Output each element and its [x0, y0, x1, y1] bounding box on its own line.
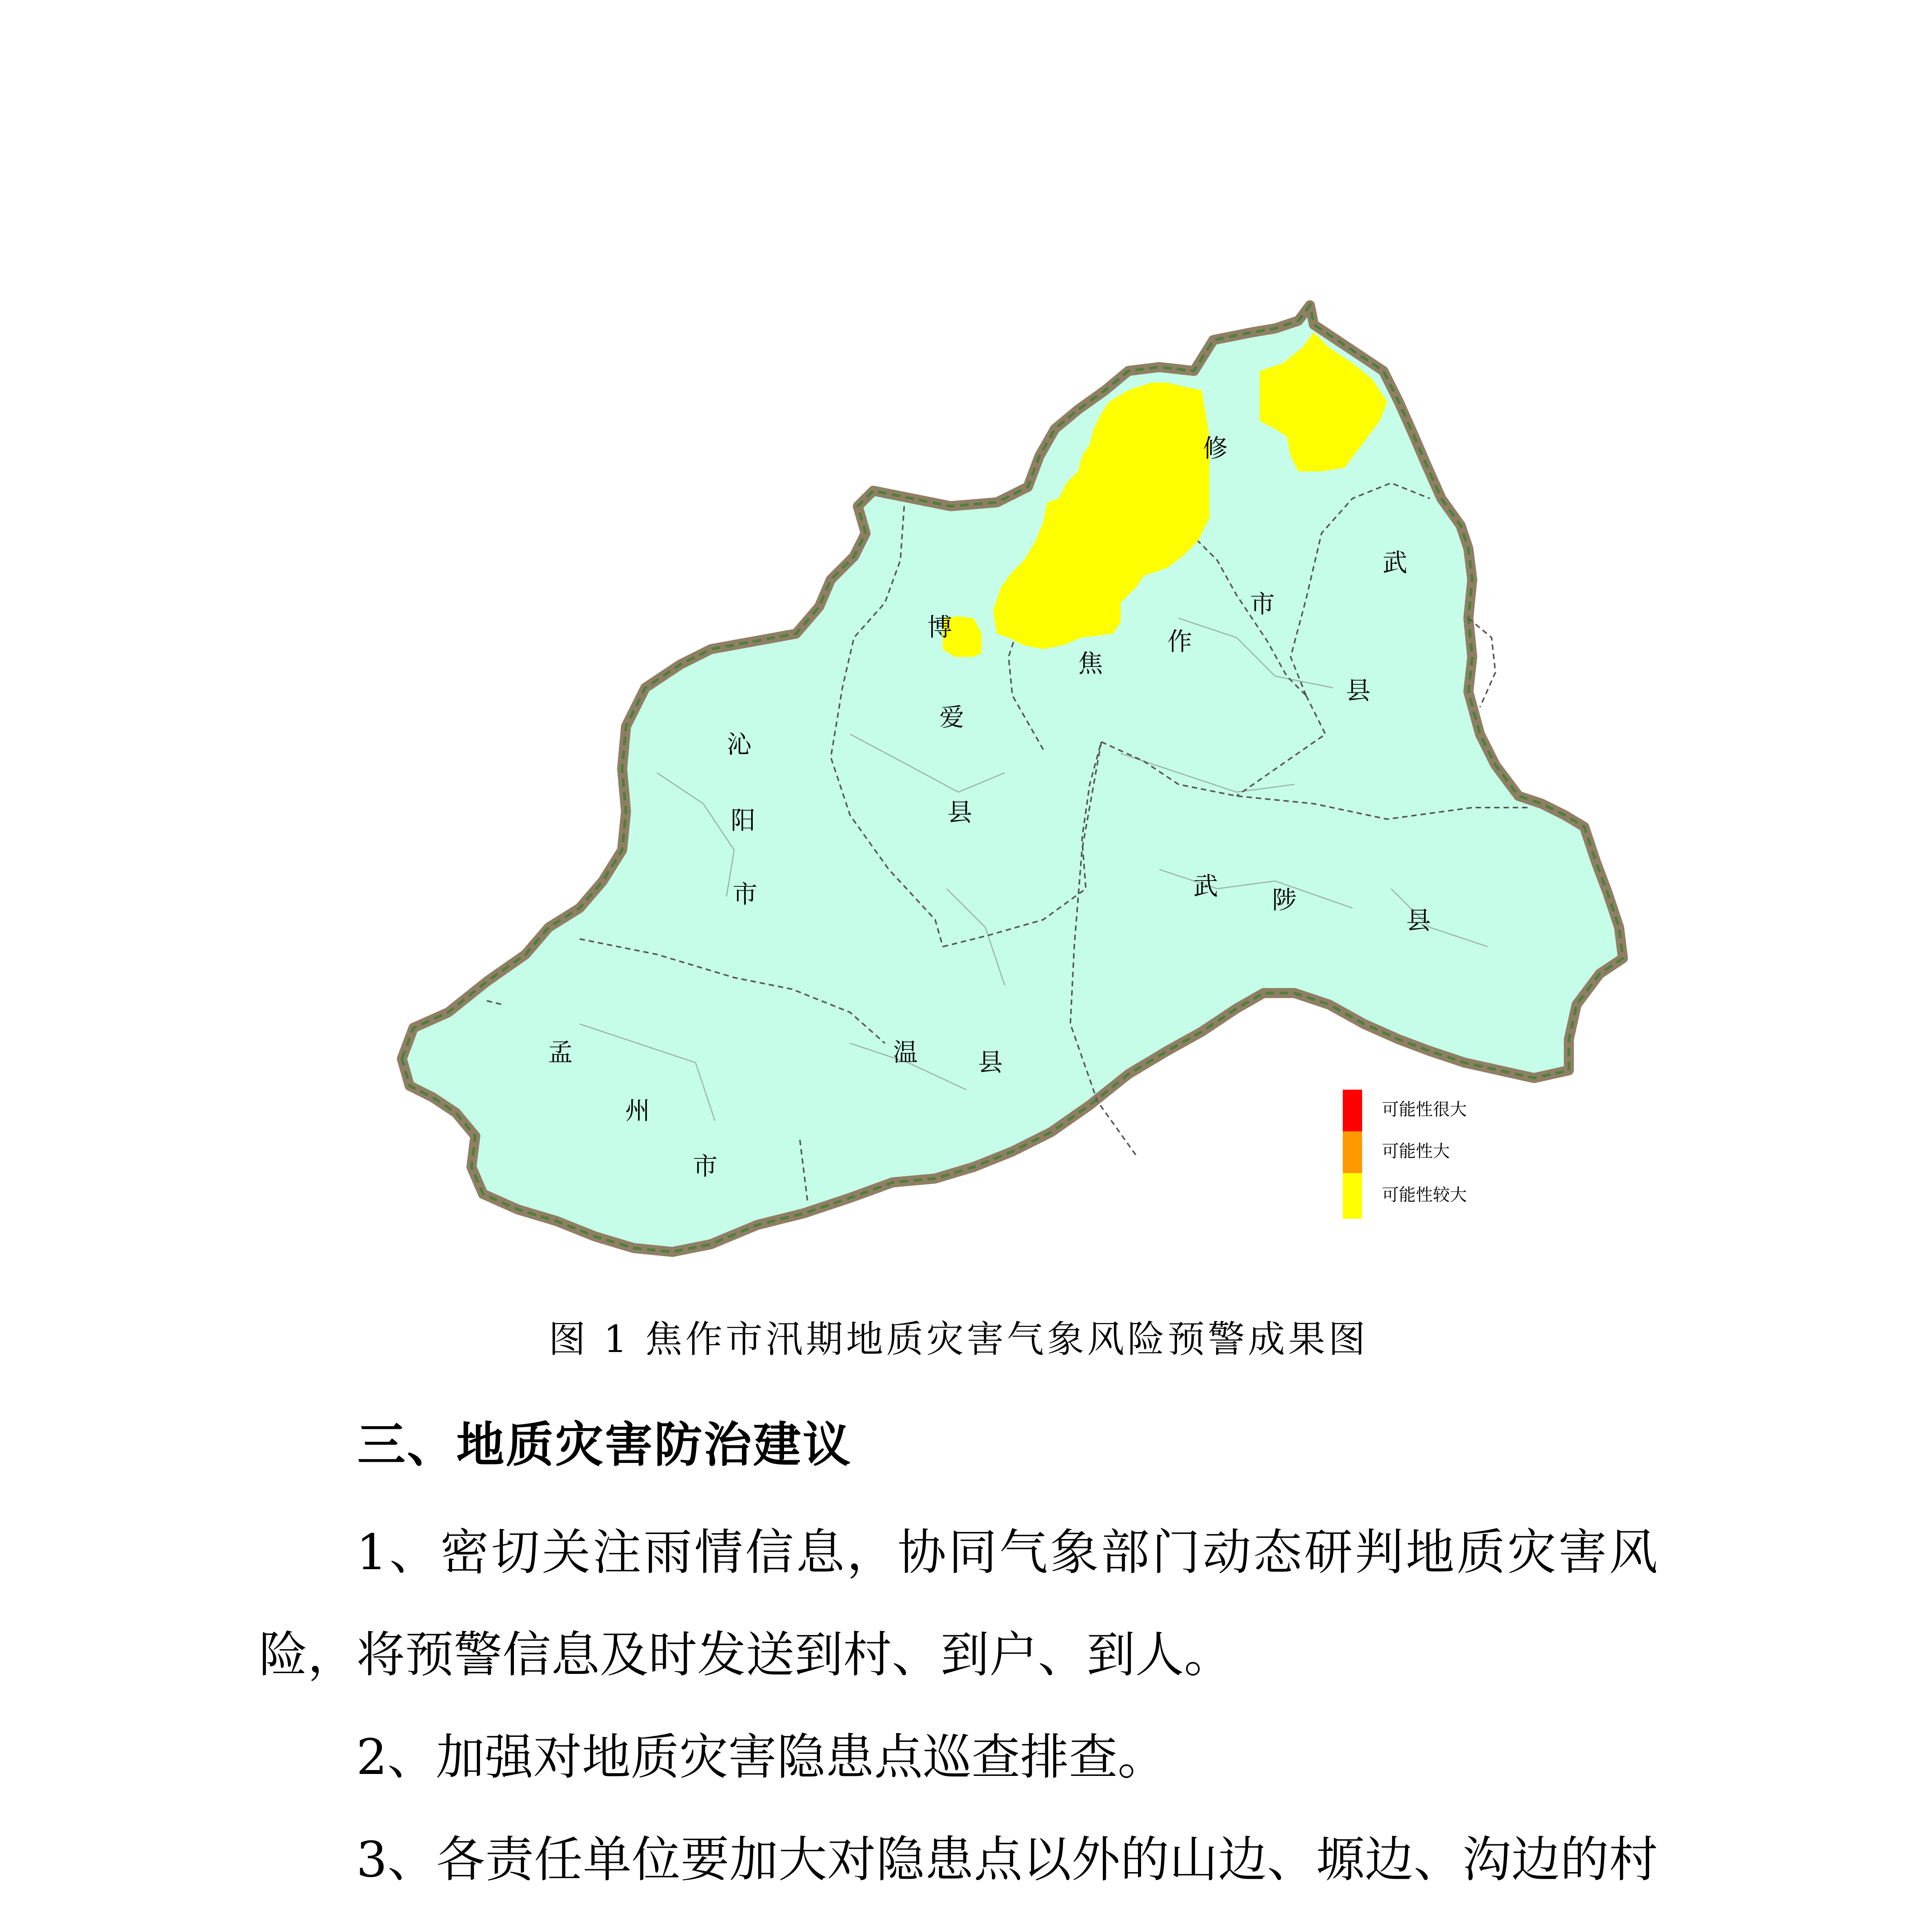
label-mengzhou-1: 孟 [548, 1038, 573, 1067]
recommendation-paragraph: 3、各责任单位要加大对隐患点以外的山边、塬边、沟边的村 [356, 1831, 1658, 1888]
label-ai: 爱 [939, 703, 964, 732]
label-jiaozuo-3: 市 [1250, 590, 1275, 619]
recommendation-paragraph: 1、密切关注雨情信息，协同气象部门动态研判地质灾害风险，将预警信息及时发送到村、到户、到人。 [259, 1524, 1658, 1683]
legend-swatch-moderate [1343, 1173, 1362, 1219]
section-heading: 三、地质灾害防治建议 [357, 1417, 852, 1473]
label-wuzhi-1: 武 [1193, 872, 1218, 901]
label-xiuwu-2: 武 [1383, 549, 1407, 578]
label-mengzhou-2: 州 [625, 1097, 650, 1126]
figure-caption: 图 1 焦作市汛期地质灾害气象风险预警成果图 [548, 1318, 1369, 1361]
label-xiuwu-1: 修 [1203, 434, 1228, 463]
label-xiuwu-3: 县 [1346, 677, 1371, 706]
label-ai-county: 县 [947, 798, 972, 827]
label-wen: 温 [893, 1038, 918, 1067]
legend-swatch-very-high [1343, 1090, 1362, 1131]
recommendation-paragraph: 2、加强对地质灾害隐患点巡查排查。 [356, 1729, 1167, 1786]
legend-label-moderate: 可能性较大 [1382, 1185, 1467, 1205]
legend-label-high: 可能性大 [1382, 1141, 1450, 1161]
label-wuzhi-3: 县 [1406, 906, 1431, 935]
label-jiaozuo-1: 焦 [1078, 650, 1103, 679]
label-bo: 博 [927, 613, 952, 642]
legend-label-very-high: 可能性很大 [1382, 1100, 1467, 1119]
label-jiaozuo-2: 作 [1167, 628, 1192, 656]
map-legend [1343, 1090, 1467, 1219]
legend-swatch-high [1343, 1131, 1362, 1173]
label-qinyang-3: 市 [733, 880, 757, 909]
label-qinyang-1: 沁 [727, 730, 752, 759]
label-wen-county: 县 [978, 1048, 1003, 1077]
label-qinyang-2: 阳 [731, 806, 755, 835]
label-mengzhou-3: 市 [693, 1152, 718, 1181]
label-wuzhi-2: 陟 [1272, 886, 1297, 915]
